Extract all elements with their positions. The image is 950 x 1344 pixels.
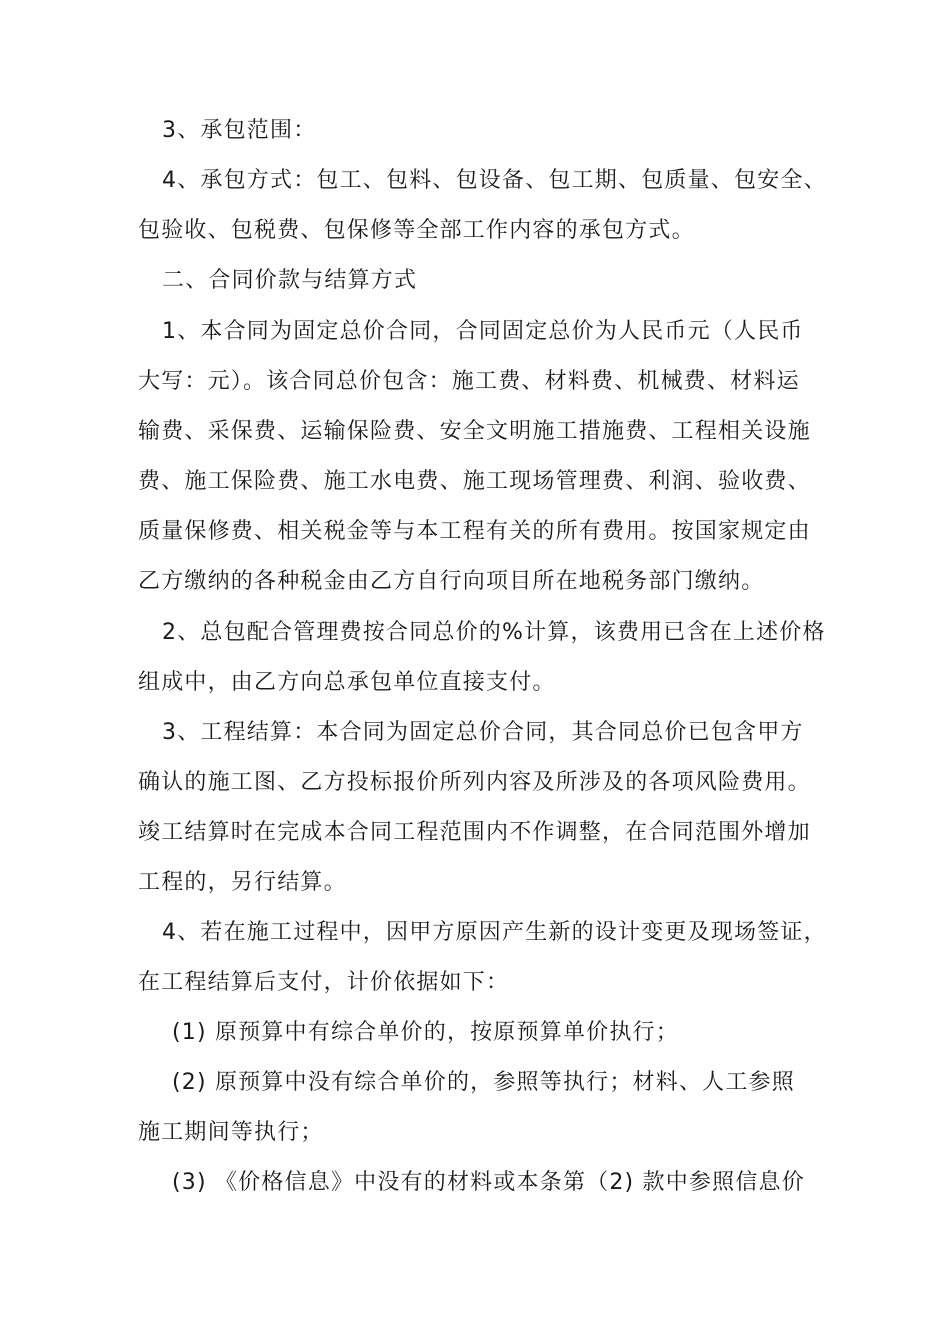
clause-2-1-line-3: 输费、采保费、运输保险费、安全文明施工措施费、工程相关设施 bbox=[138, 419, 811, 444]
clause-3-scope: 3、承包范围： bbox=[162, 118, 317, 143]
clause-2-3-line-3: 竣工结算时在完成本合同工程范围内不作调整，在合同范围外增加 bbox=[138, 820, 811, 845]
clause-2-1-line-2: 大写：元）。该合同总价包含：施工费、材料费、机械费、材料运 bbox=[138, 369, 800, 394]
clause-2-1-line-1: 1、本合同为固定总价合同，合同固定总价为人民币元（人民币 bbox=[162, 319, 804, 344]
clause-2-3-line-2: 确认的施工图、乙方投标报价所列内容及所涉及的各项风险费用。 bbox=[138, 770, 811, 795]
clause-2-3-line-4: 工程的，另行结算。 bbox=[138, 870, 347, 895]
sub-item-2-line-1: (2) 原预算中没有综合单价的，参照等执行；材料、人工参照 bbox=[172, 1070, 795, 1095]
clause-4-method-line-1: 4、承包方式：包工、包料、包设备、包工期、包质量、包安全、 bbox=[162, 168, 827, 193]
sub-item-3-line-1: (3) 《价格信息》中没有的材料或本条第（2) 款中参照信息价 bbox=[172, 1170, 805, 1195]
clause-2-2-line-1: 2、总包配合管理费按合同总价的%计算，该费用已含在上述价格 bbox=[162, 620, 826, 645]
clause-4-method-line-2: 包验收、包税费、包保修等全部工作内容的承包方式。 bbox=[138, 218, 695, 243]
section-2-heading: 二、合同价款与结算方式 bbox=[162, 268, 418, 293]
clause-2-3-line-1: 3、工程结算：本合同为固定总价合同，其合同总价已包含甲方 bbox=[162, 720, 804, 745]
clause-2-2-line-2: 组成中，由乙方向总承包单位直接支付。 bbox=[138, 670, 556, 695]
clause-2-1-line-4: 费、施工保险费、施工水电费、施工现场管理费、利润、验收费、 bbox=[138, 469, 811, 494]
clause-2-4-line-2: 在工程结算后支付，计价依据如下： bbox=[138, 970, 510, 995]
clause-2-1-line-6: 乙方缴纳的各种税金由乙方自行向项目所在地税务部门缴纳。 bbox=[138, 569, 765, 594]
sub-item-1: (1) 原预算中有综合单价的，按原预算单价执行； bbox=[172, 1020, 679, 1045]
sub-item-2-line-2: 施工期间等执行； bbox=[138, 1120, 324, 1145]
clause-2-1-line-5: 质量保修费、相关税金等与本工程有关的所有费用。按国家规定由 bbox=[138, 519, 811, 544]
clause-2-4-line-1: 4、若在施工过程中，因甲方原因产生新的设计变更及现场签证， bbox=[162, 920, 827, 945]
